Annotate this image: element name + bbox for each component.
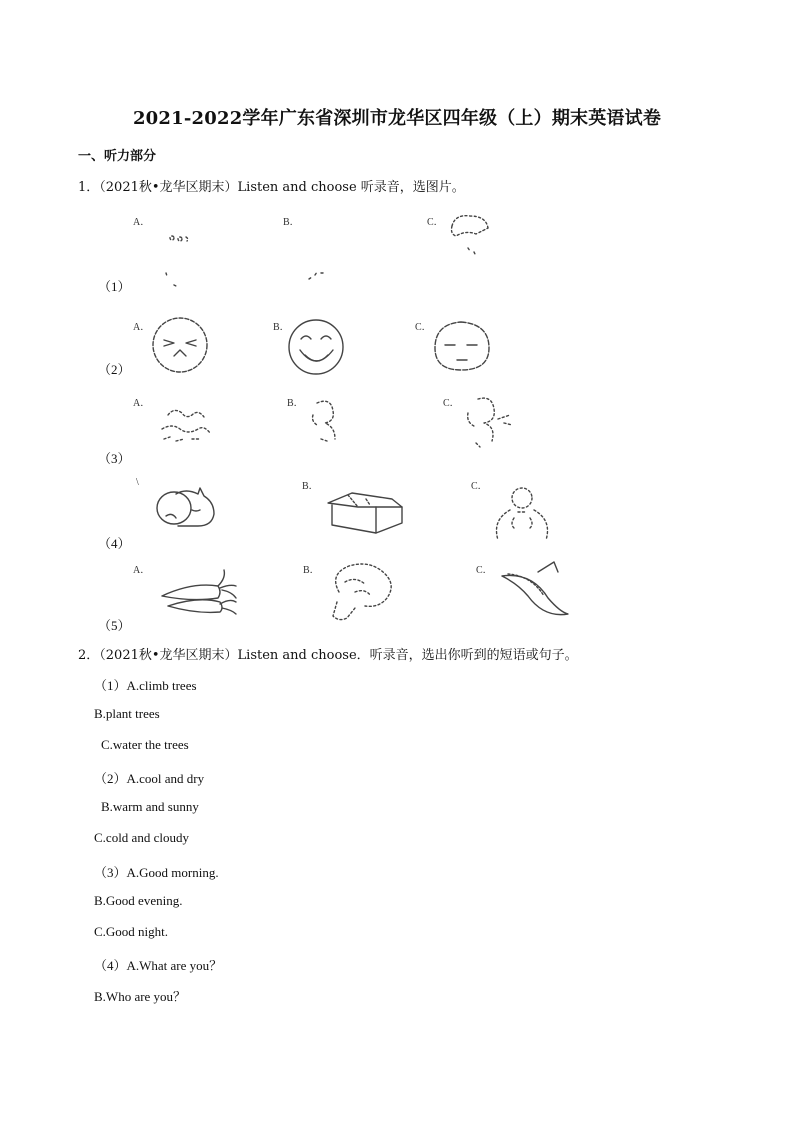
row4-box-icon[interactable] [326,489,406,537]
row2-face-c-icon[interactable] [433,318,493,374]
row1-picture-b[interactable] [305,265,335,285]
row4-option-b-label: B． [302,481,319,492]
section-heading: 一、听力部分 [78,149,157,164]
row4-picture-c[interactable] [492,484,554,544]
row2-option-b-label: B． [273,322,290,333]
q2-line-8: B.Good evening. [94,893,183,908]
q2-line-5: B.warm and sunny [101,799,199,814]
row4-option-c-label: C． [471,481,488,492]
question-2-source: 2．（2021秋•龙华区期末） [78,648,238,663]
row3-picture-b[interactable] [307,395,347,445]
row5-number: （5） [98,618,131,633]
row5-picture-b[interactable] [325,562,397,624]
row1-number: （1） [98,279,131,294]
row2-option-a-label: A． [133,322,151,333]
question-2 [78,644,578,663]
question-1-instruction: Listen and choose 听录音，选图片。 [237,180,465,195]
row4-cat-icon[interactable] [154,484,220,528]
row3-number: （3） [98,451,131,466]
row1-picture-a[interactable] [160,225,200,295]
row1-picture-c[interactable] [446,210,496,260]
row1-option-a-label: A． [133,217,151,228]
row5-option-c-label: C． [476,565,493,576]
question-2-instruction: Listen and choose．听录音，选出你听到的短语或句子。 [237,648,578,663]
question-1 [78,176,465,195]
row2-option-c-label: C． [415,322,432,333]
q2-line-1: （1）A.climb trees [94,678,197,693]
row2-number: （2） [98,362,131,377]
row4-option-a-label: \ [136,477,139,488]
row1-option-b-label: B． [283,217,300,228]
q2-line-4: （2）A.cool and dry [94,771,205,786]
page-title: 2021-2022学年广东省深圳市龙华区四年级（上）期末英语试卷 [132,108,662,129]
row3-option-a-label: A． [133,398,151,409]
row1-option-c-label: C． [427,217,444,228]
q2-line-7: （3）A.Good morning. [94,865,219,880]
row2-face-a-icon[interactable] [150,318,212,374]
row3-picture-c[interactable] [458,393,518,453]
q2-line-10: （4）A.What are you？ [94,958,223,973]
q2-line-11: B.Who are you？ [94,989,187,1004]
row3-option-c-label: C． [443,398,460,409]
q2-line-3: C.water the trees [101,737,189,752]
question-1-source: 1．（2021秋•龙华区期末） [78,180,238,195]
row5-peas-icon[interactable] [498,560,570,618]
row5-carrot-icon[interactable] [160,566,244,616]
row3-option-b-label: B． [287,398,304,409]
q2-line-9: C.Good night. [94,924,169,939]
row5-option-a-label: A． [133,565,151,576]
row3-picture-a[interactable] [156,405,214,445]
row5-option-b-label: B． [303,565,320,576]
q2-line-2: B.plant trees [94,706,160,721]
row2-face-b-icon[interactable] [288,318,346,376]
row4-number: （4） [98,536,131,551]
q2-line-6: C.cold and cloudy [94,830,189,845]
